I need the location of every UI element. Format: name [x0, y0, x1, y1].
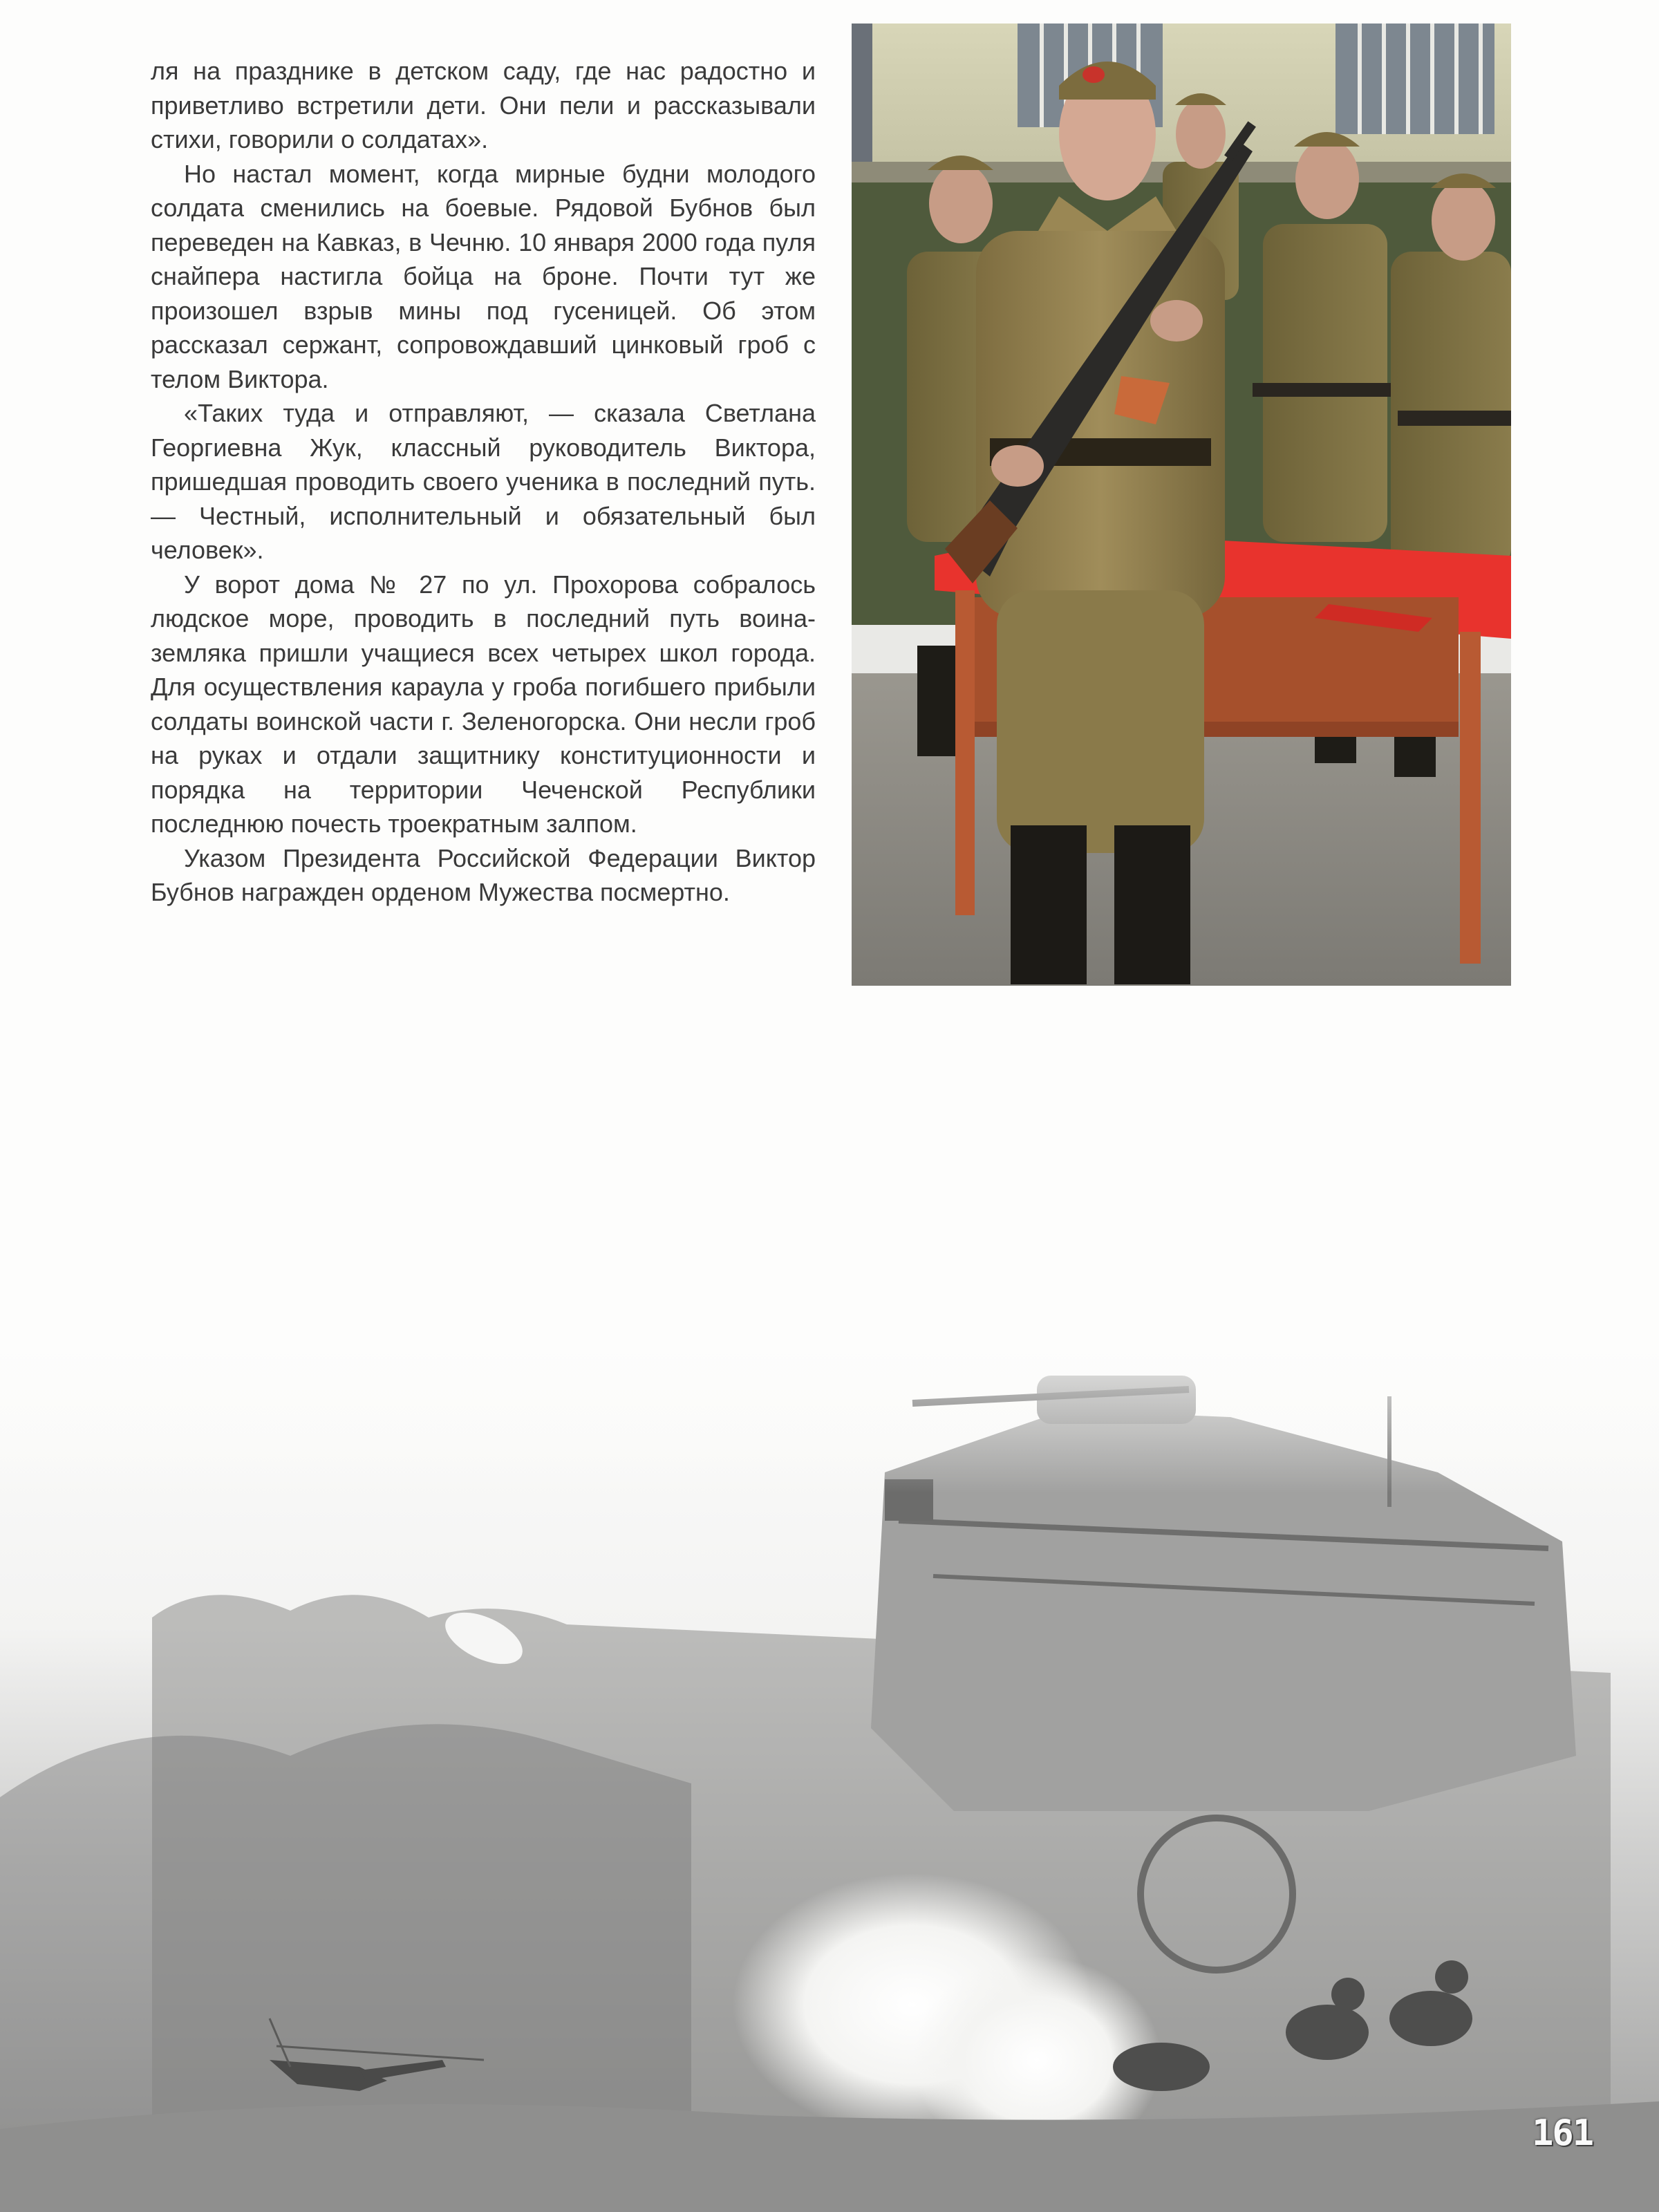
page-number: 161 — [1532, 2112, 1593, 2154]
paragraph-4: У ворот дома № 27 по ул. Прохорова собралось людское море, проводить в последний путь воина-земляка пришли учащиеся всех четырех школ города. Для осуществления караула у гроба погибшего прибыли солдаты воинской части г. Зеленогорска. Они несли гроб на руках и отдали защитнику конституционности и порядка на территории Чеченской Республики последнюю почесть троекратным залпом. — [151, 570, 816, 838]
paragraph-5: Указом Президента Российской Федерации Виктор Бубнов награжден орденом Мужества посмертно. — [151, 843, 816, 906]
article-text — [151, 54, 816, 910]
combat-photo — [0, 1313, 1659, 2212]
paragraph-2: Но настал момент, когда мирные будни молодого солдата сменились на боевые. Рядовой Бубнов был переведен на Кавказ, в Чечню. 10 января 2000 года пуля снайпера настигла бойца на броне. Почти тут же произошел взрыв мины под гусеницей. Об этом рассказал сержант, сопровождавший цинковый гроб с телом Виктора. — [151, 159, 816, 393]
paragraph-1: ля на празднике в детском саду, где нас радостно и приветливо встретили дети. Они пели и рассказывали стихи, говорили о солдатах». — [151, 57, 816, 153]
paragraph-3: «Таких туда и отправляют, — сказала Светлана Георгиевна Жук, классный руководитель Виктора, пришедшая проводить своего ученика в последний путь. — Честный, исполнительный и обязательный был человек». — [151, 399, 816, 564]
oath-photo — [852, 24, 1511, 986]
